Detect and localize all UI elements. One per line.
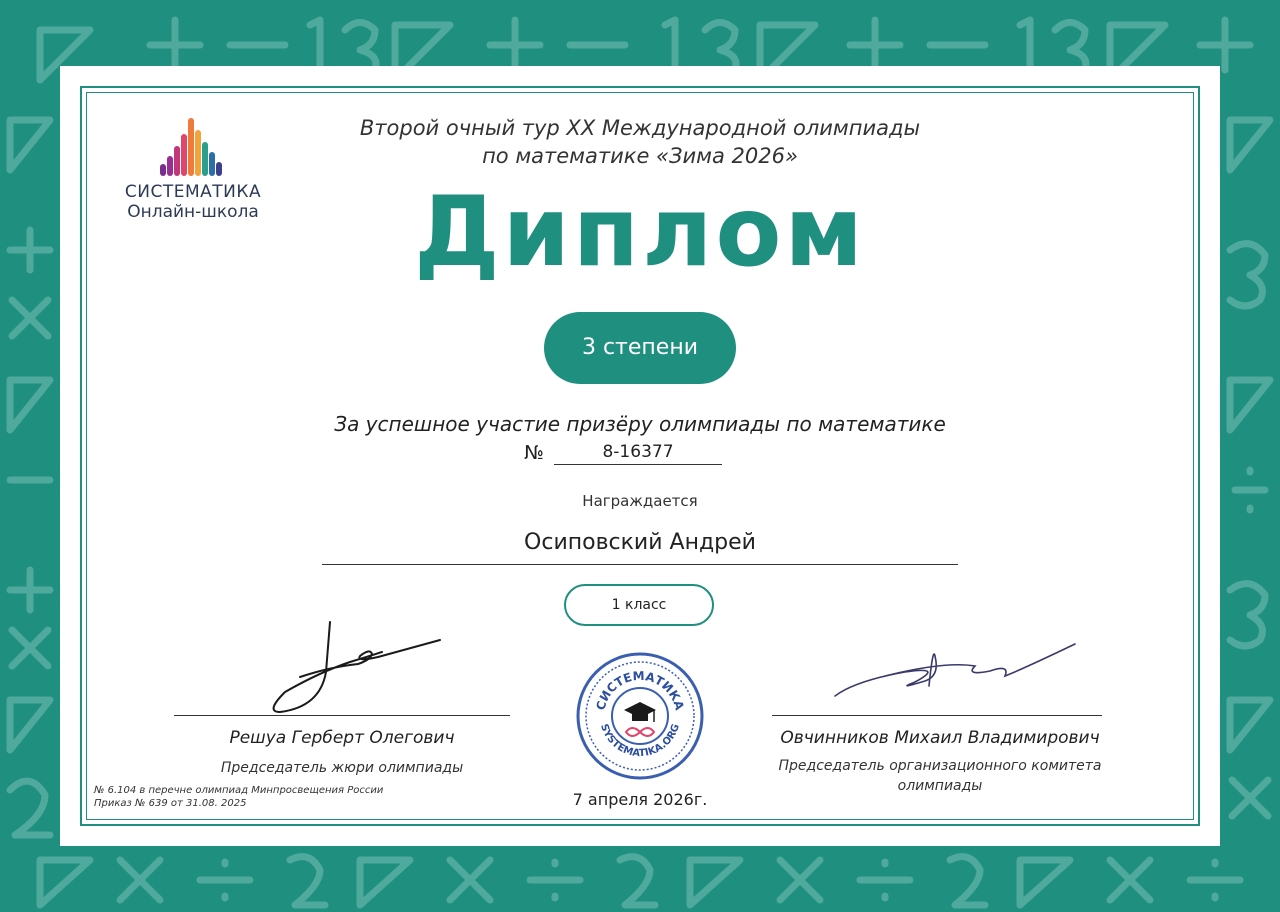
footnote-line-1: № 6.104 в перечне олимпиад Минпросвещения России [94, 785, 384, 796]
logo-bars-icon [158, 116, 228, 178]
committee-chair-role [740, 756, 1140, 796]
school-stamp [574, 650, 706, 782]
left-signature [260, 612, 450, 722]
stamp-top-text: СИСТЕМАТИКА [593, 668, 687, 712]
right-signature-line [772, 715, 1102, 716]
registry-footnote [94, 784, 383, 810]
award-date: 7 апреля 2026г. [572, 790, 708, 809]
grade-badge: 1 класс [564, 584, 714, 626]
degree-badge: 3 степени [544, 312, 736, 384]
right-signature [825, 626, 1085, 706]
logo-subtitle: Онлайн-школа [127, 202, 259, 222]
header-line-1: Второй очный тур XX Международной олимпиады [359, 116, 921, 140]
awarded-label: Награждается [582, 492, 698, 510]
committee-chair-role-line-1: Председатель организационного комитета [778, 758, 1102, 774]
diploma-sheet [60, 66, 1220, 846]
jury-chair-name: Решуа Герберт Олегович [229, 728, 455, 748]
committee-chair-role-line-2: олимпиады [897, 778, 983, 794]
committee-chair-name: Овчинников Михаил Владимирович [780, 728, 1100, 748]
diploma-title: Диплом [414, 176, 866, 288]
number-value: 8-16377 [554, 442, 722, 465]
award-reason: За успешное участие призёру олимпиады по математике [334, 412, 946, 436]
school-logo [108, 116, 278, 222]
logo-name: СИСТЕМАТИКА [124, 182, 262, 202]
diploma-number [524, 442, 764, 468]
jury-chair-role: Председатель жюри олимпиады [220, 760, 464, 776]
recipient-name: Осиповский Андрей [322, 530, 958, 565]
number-sign: № [524, 442, 544, 464]
olympiad-header [310, 114, 970, 170]
header-line-2: по математике «Зима 2026» [482, 144, 798, 168]
footnote-line-2: Приказ № 639 от 31.08. 2025 [94, 798, 247, 809]
left-signature-line [174, 715, 510, 716]
stamp-bottom-text: SYSTEMATIKA.ORG [598, 722, 682, 760]
